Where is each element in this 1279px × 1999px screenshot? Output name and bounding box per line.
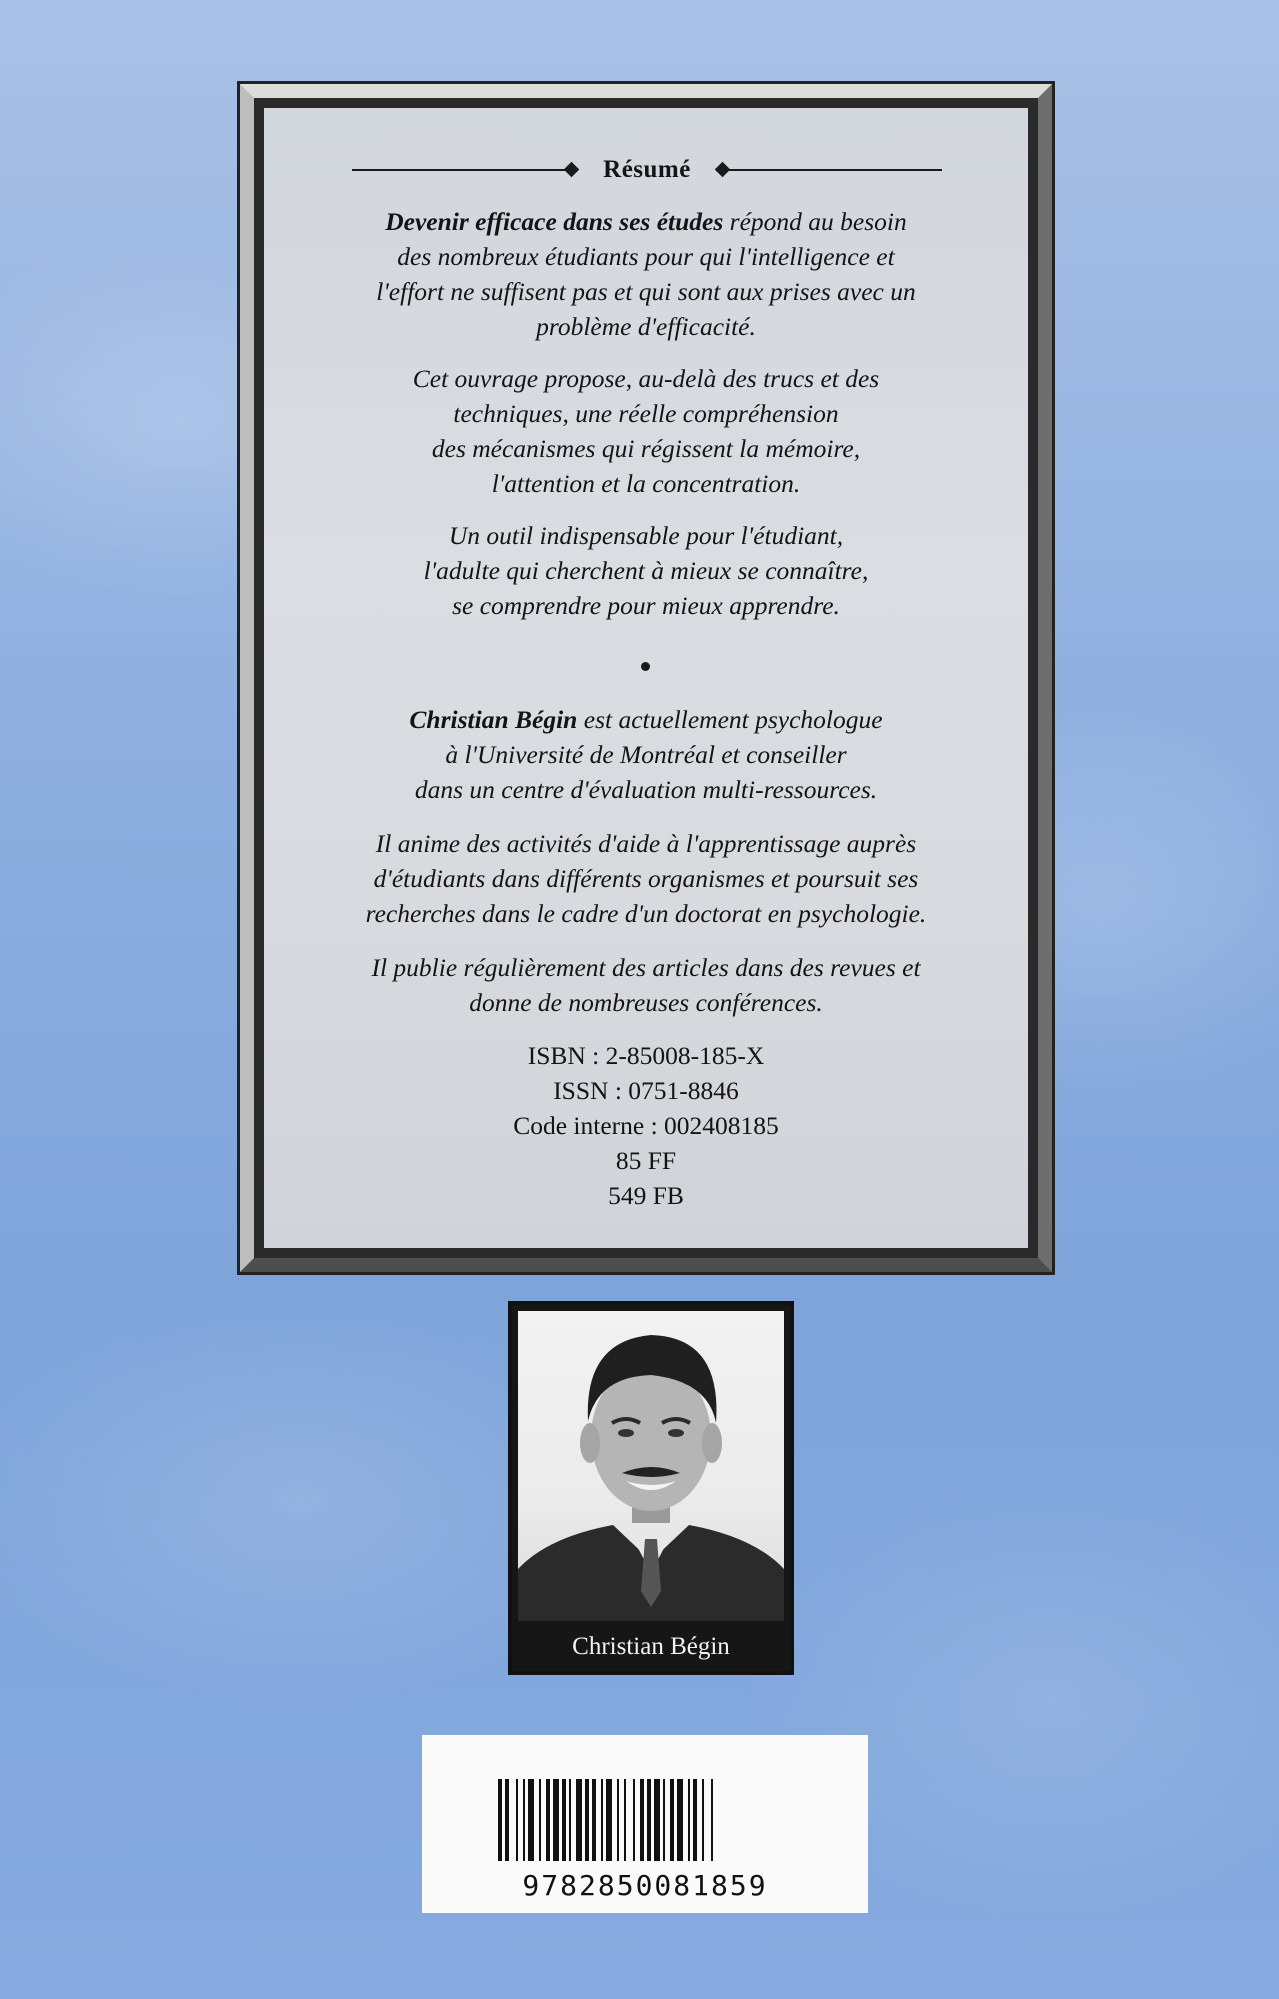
barcode-bar [562, 1779, 566, 1861]
barcode-bar [688, 1779, 690, 1861]
barcode-bar [654, 1779, 660, 1861]
barcode-bar [539, 1779, 541, 1861]
author-paragraph-1: Christian Bégin est actuellement psychologue à l'Université de Montréal et conseiller dans un centre d'évaluation multi-ressources. [409, 705, 883, 804]
book-title: Devenir efficace dans ses études [385, 207, 724, 236]
barcode-bar [702, 1779, 704, 1861]
summary-title: Résumé [603, 156, 691, 183]
barcode-bar [677, 1779, 683, 1861]
barcode-bar [498, 1779, 502, 1861]
barcode-bar [633, 1779, 635, 1861]
barcode-bar [601, 1779, 603, 1861]
photo-caption: Christian Bégin [572, 1633, 730, 1660]
barcode-bar [505, 1779, 509, 1861]
barcode-bar [576, 1779, 582, 1861]
portrait-illustration [518, 1311, 784, 1621]
summary-paragraph-3: Un outil indispensable pour l'étudiant, l'adulte qui cherchent à mieux se connaître, se comprendre pour mieux apprendre. [423, 521, 869, 620]
barcode-bar [693, 1779, 697, 1861]
summary-paragraph-2: Cet ouvrage propose, au-delà des trucs et des techniques, une réelle compréhension des mécanismes qui régissent la mémoire, l'attention et la concentration. [412, 364, 880, 498]
author-portrait [518, 1311, 784, 1621]
barcode-bar [640, 1779, 644, 1861]
heading-rule-right [724, 169, 942, 171]
barcode-bar [592, 1779, 596, 1861]
barcode-bar [711, 1779, 713, 1861]
barcode-bar [546, 1779, 550, 1861]
summary-panel [264, 108, 1028, 1248]
barcode-bar [569, 1779, 571, 1861]
summary-paragraph-1: Devenir efficace dans ses études répond au besoin des nombreux étudiants pour qui l'intelligence et l'effort ne suffisent pas et qui sont aux prises avec un problème d'efficacité. [376, 207, 916, 341]
issn: ISSN : 0751-8846 [553, 1076, 739, 1105]
internal-code: Code interne : 002408185 [513, 1111, 779, 1140]
barcode-bar [670, 1779, 674, 1861]
barcode-bar [516, 1779, 518, 1861]
author-name: Christian Bégin [409, 705, 578, 734]
author-photo [508, 1301, 794, 1675]
author-paragraph-3: Il publie régulièrement des articles dans des revues et donne de nombreuses conférences. [371, 953, 921, 1017]
barcode-number: 9782850081859 [522, 1869, 768, 1902]
barcode-bar [606, 1779, 612, 1861]
price-ff: 85 FF [615, 1146, 677, 1175]
barcode-icon [498, 1779, 792, 1861]
summary-heading [352, 154, 942, 184]
barcode-bar [617, 1779, 619, 1861]
separator-bullet-icon [641, 662, 650, 671]
barcode-label [422, 1735, 868, 1913]
barcode-bar [585, 1779, 589, 1861]
barcode-bar [647, 1779, 651, 1861]
barcode-bar [663, 1779, 665, 1861]
price-fb: 549 FB [608, 1181, 684, 1210]
barcode-bar [523, 1779, 525, 1861]
barcode-bar [553, 1779, 559, 1861]
isbn: ISBN : 2-85008-185-X [527, 1041, 765, 1070]
author-paragraph-2: Il anime des activités d'aide à l'apprentissage auprès d'étudiants dans différents organismes et poursuit ses recherches dans le cadre d'un doctorat en psychologie. [365, 829, 927, 928]
barcode-bar [528, 1779, 534, 1861]
barcode-bar [624, 1779, 626, 1861]
publication-facts [284, 1038, 1008, 1213]
